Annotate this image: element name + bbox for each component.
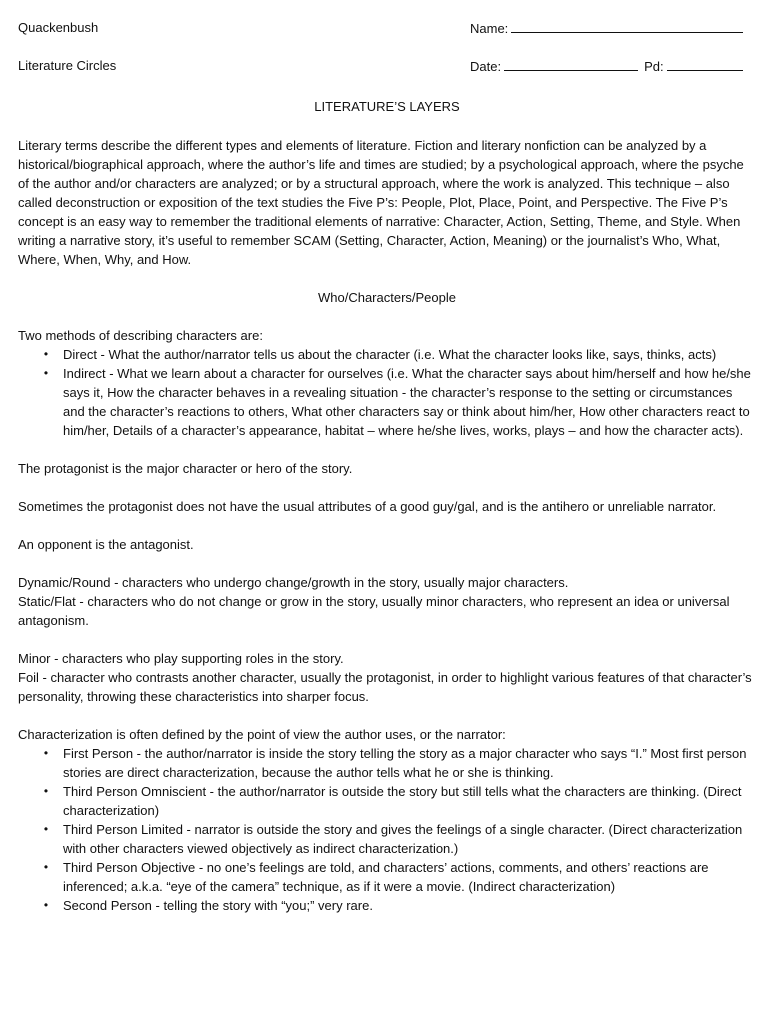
intro-paragraph: Literary terms describe the different types and elements of literature. Fiction and literary nonfiction can be analyzed by a historical/biographical approach, where the author’s life and times are studied; by a psychological approach, where the psyche of the author and/or characters are analyzed; or by a structural approach, where the work is analyzed. This technique – also called deconstruction or exposition of the text studies the Five P’s: People, Plot, Place, Point, and Perspective. The Five P’s concept is an easy way to remember the traditional elements of narrative: Character, Action, Setting, Theme, and Style. When writing a narrative story, it’s useful to remember SCAM (Setting, Character, Action, Meaning) or the journalist’s Who, What, Where, When, Why, and How. xyxy=(18,138,744,267)
bullet-icon: • xyxy=(43,366,49,380)
bullet-icon: • xyxy=(43,898,49,912)
list-item-text: First Person - the author/narrator is inside the story telling the story as a major character who says “I.” Most first person stories are direct characterization, because the author tells what he or she is thinking. xyxy=(63,746,747,780)
bullet-icon: • xyxy=(43,746,49,760)
list-item xyxy=(43,858,756,896)
bullet-icon: • xyxy=(43,784,49,798)
minor-paragraph: Minor - characters who play supporting roles in the story. xyxy=(18,651,344,666)
antihero-paragraph: Sometimes the protagonist does not have the usual attributes of a good guy/gal, and is the antihero or unreliable narrator. xyxy=(18,499,717,514)
list-item xyxy=(43,896,756,915)
name-blank-line[interactable] xyxy=(511,18,743,33)
name-label: Name: xyxy=(470,21,509,36)
static-paragraph: Static/Flat - characters who do not change or grow in the story, usually minor characters, who represent an idea or universal antagonism. xyxy=(18,594,730,628)
date-label: Date: xyxy=(470,59,502,74)
pov-list xyxy=(18,744,756,915)
pov-intro: Characterization is often defined by the point of view the author uses, or the narrator: xyxy=(18,727,506,742)
bullet-icon: • xyxy=(43,860,49,874)
list-item xyxy=(43,744,756,782)
document-title: LITERATURE’S LAYERS xyxy=(314,99,460,114)
list-item xyxy=(43,364,756,440)
document-page xyxy=(18,18,756,934)
protagonist-paragraph: The protagonist is the major character or hero of the story. xyxy=(18,461,353,476)
pd-blank-line[interactable] xyxy=(667,56,743,71)
teacher-name: Quackenbush xyxy=(18,20,99,35)
list-item-text: Second Person - telling the story with “you;” very rare. xyxy=(63,898,373,913)
bullet-icon: • xyxy=(43,347,49,361)
list-item-text: Third Person Objective - no one’s feelings are told, and characters’ actions, comments, and others’ reactions are inferenced; a.k.a. “eye of the camera” technique, as if it were a movie. (Indirect characterization) xyxy=(63,860,709,894)
methods-intro: Two methods of describing characters are: xyxy=(18,328,263,343)
name-field-group xyxy=(470,18,743,38)
dynamic-paragraph: Dynamic/Round - characters who undergo change/growth in the story, usually major characters. xyxy=(18,575,569,590)
foil-paragraph: Foil - character who contrasts another character, usually the protagonist, in order to highlight various features of that character’s personality, throwing these characteristics into sharper focus. xyxy=(18,670,752,704)
list-item-text: Direct - What the author/narrator tells us about the character (i.e. What the character looks like, says, thinks, acts) xyxy=(63,347,717,362)
list-item xyxy=(43,345,756,364)
date-blank-line[interactable] xyxy=(504,56,638,71)
pd-label: Pd: xyxy=(644,59,664,74)
section-heading: Who/Characters/People xyxy=(317,290,456,305)
list-item xyxy=(43,782,756,820)
header-row-1 xyxy=(18,18,756,37)
list-item xyxy=(43,820,756,858)
course-name: Literature Circles xyxy=(18,58,117,73)
date-pd-field-group xyxy=(470,56,743,76)
list-item-text: Third Person Limited - narrator is outside the story and gives the feelings of a single character. (Direct characterization with other characters viewed objectively as indirect characterization.) xyxy=(63,822,743,856)
list-item-text: Indirect - What we learn about a character for ourselves (i.e. What the character says about him/herself and how he/she says it, How the character behaves in a revealing situation - the character’s response to the setting or circumstances and the character’s reactions to others, What other characters say or think about him/her, How other characters react to him/her, Details of a character’s appearance, habitat – where he/she lives, works, plays – and how the character acts). xyxy=(63,366,751,438)
list-item-text: Third Person Omniscient - the author/narrator is outside the story but still tells what the characters are thinking. (Direct characterization) xyxy=(63,784,742,818)
antagonist-paragraph: An opponent is the antagonist. xyxy=(18,537,194,552)
methods-list xyxy=(18,345,756,440)
header-row-2 xyxy=(18,56,756,75)
bullet-icon: • xyxy=(43,822,49,836)
